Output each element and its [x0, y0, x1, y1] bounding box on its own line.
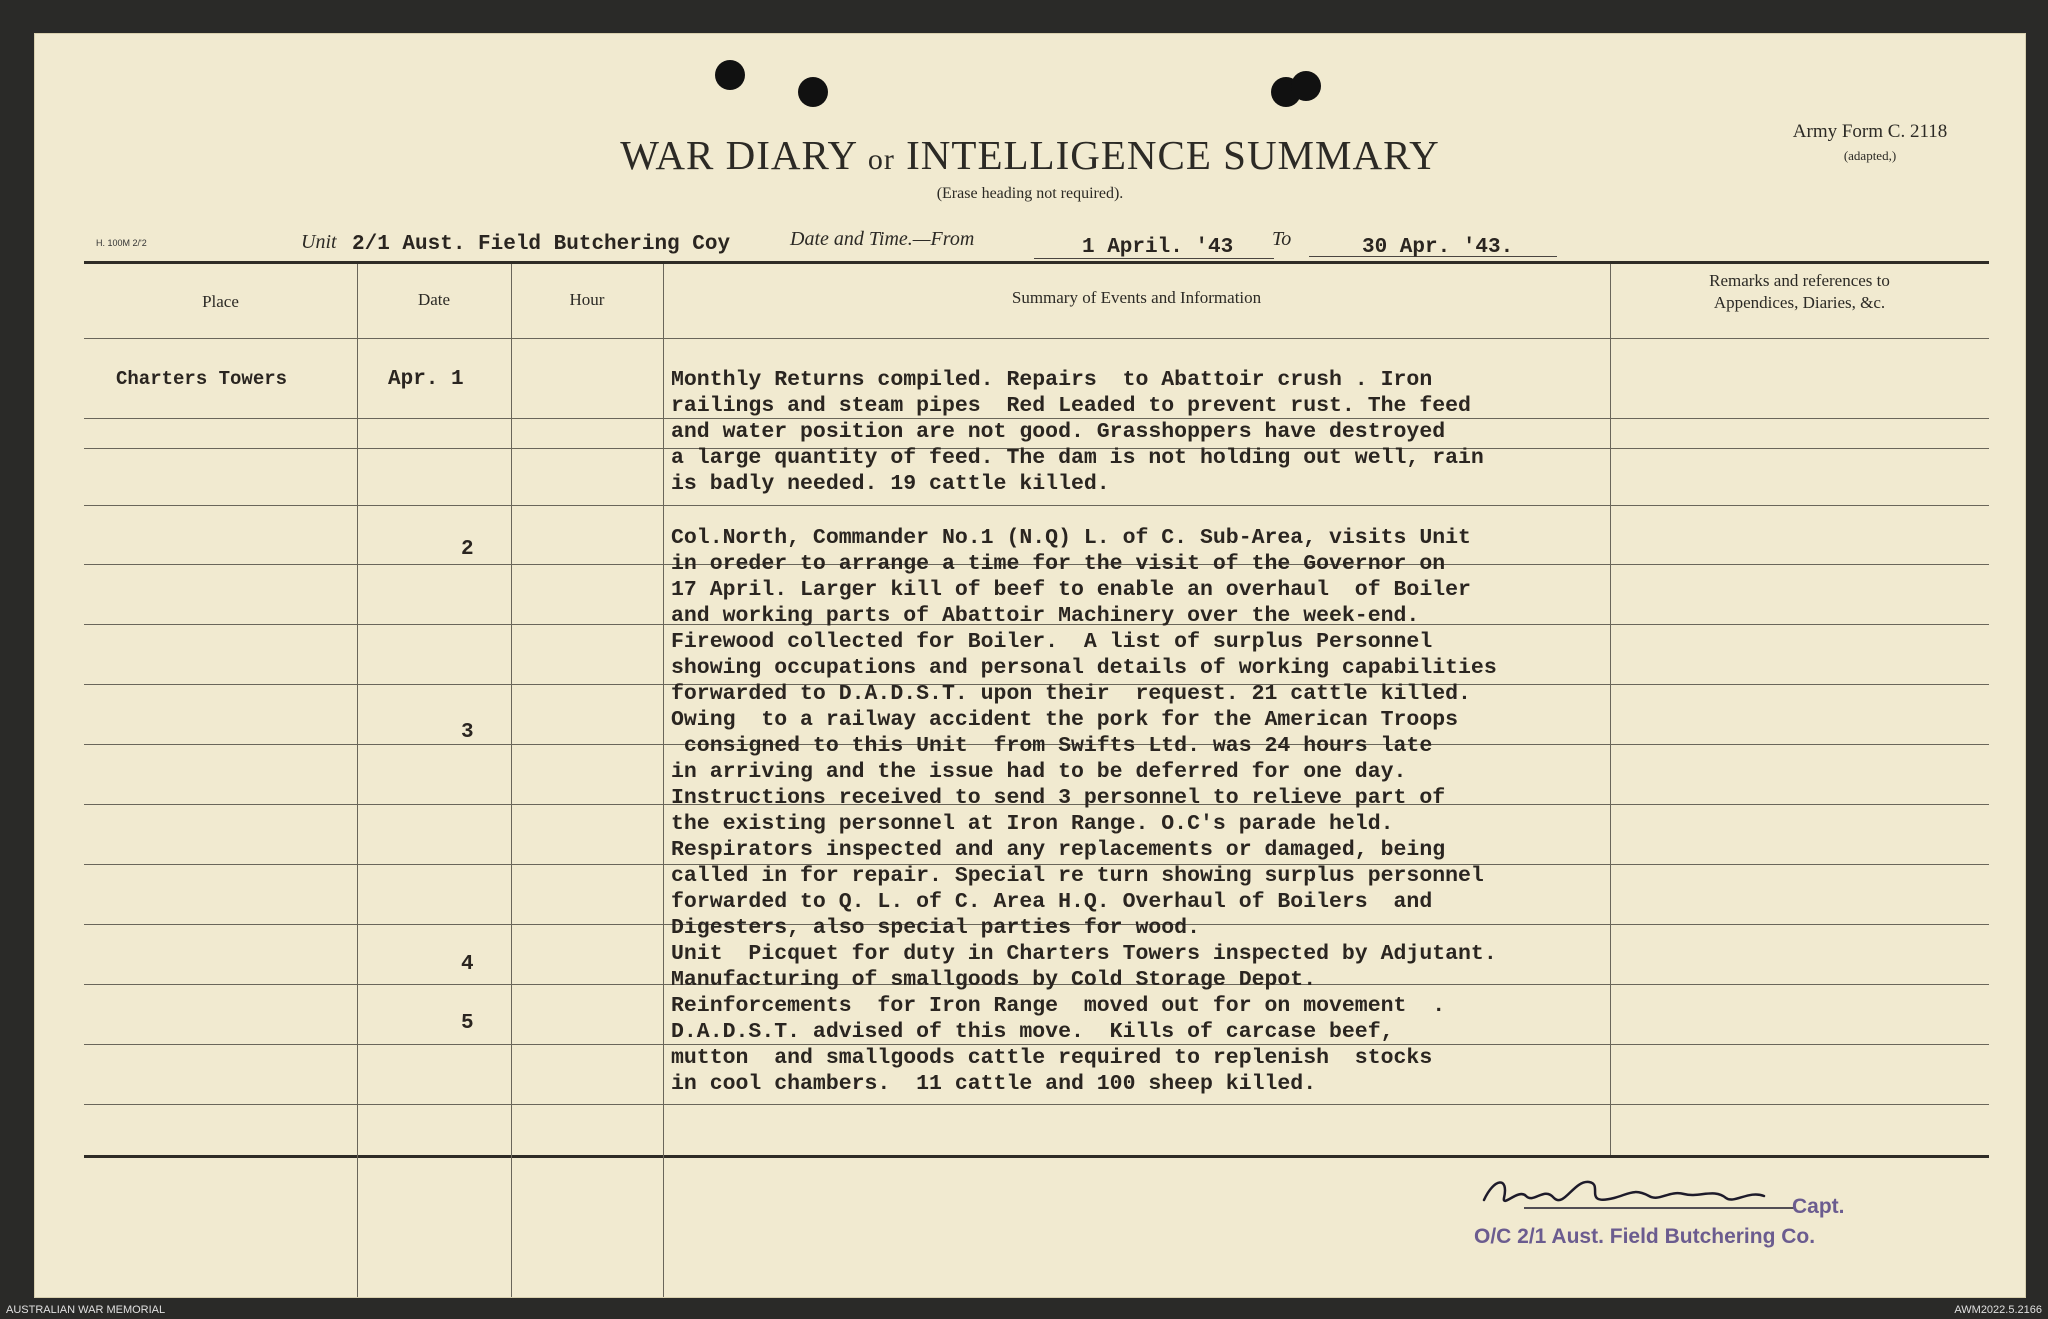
summary-line: consigned to this Unit from Swifts Ltd. was 24 hours late: [671, 734, 1433, 758]
to-label: To: [1272, 228, 1292, 250]
column-header-remarks: Remarks and references to Appendices, Diaries, &c.: [1709, 271, 1890, 312]
summary-line: Col.North, Commander No.1 (N.Q) L. of C. Sub-Area, visits Unit: [671, 526, 1471, 550]
date-entry: 3: [461, 721, 474, 744]
unit-label: Unit: [301, 231, 337, 253]
summary-line: Digesters, also special parties for wood.: [671, 916, 1200, 940]
date-entry: 4: [461, 953, 474, 976]
subtitle: (Erase heading not required).: [936, 185, 1124, 202]
summary-line: Reinforcements for Iron Range moved out for on movement .: [671, 994, 1446, 1018]
summary-line: showing occupations and personal details of working capabilities: [671, 656, 1497, 680]
datetime-label: Date and Time.—From: [790, 228, 975, 250]
document-title: WAR DIARY or INTELLIGENCE SUMMARY: [620, 132, 1440, 178]
summary-line: the existing personnel at Iron Range. O.C's parade held.: [671, 812, 1394, 836]
handwritten-signature: [1464, 1168, 1824, 1218]
summary-of-events: [671, 367, 1497, 1097]
summary-line: in oreder to arrange a time for the visit of the Governor on: [671, 552, 1446, 576]
date-entry: Apr. 1: [388, 368, 464, 391]
summary-line: Monthly Returns compiled. Repairs to Abattoir crush . Iron: [671, 368, 1433, 392]
summary-line: is badly needed. 19 cattle killed.: [671, 472, 1110, 496]
army-form-label: Army Form C. 2118 (adapted,): [1792, 121, 1948, 163]
date-entry: 5: [461, 1012, 474, 1035]
summary-line: in cool chambers. 11 cattle and 100 sheep killed.: [671, 1072, 1317, 1096]
summary-line: in arriving and the issue had to be deferred for one day.: [671, 760, 1407, 784]
unit-stamp: O/C 2/1 Aust. Field Butchering Co.: [1474, 1225, 1816, 1248]
summary-line: railings and steam pipes Red Leaded to prevent rust. The feed: [671, 394, 1471, 418]
summary-line: and water position are not good. Grasshoppers have destroyed: [671, 420, 1446, 444]
summary-line: Manufacturing of smallgoods by Cold Storage Depot.: [671, 968, 1317, 992]
summary-line: 17 April. Larger kill of beef to enable an overhaul of Boiler: [671, 578, 1471, 602]
column-header-date: Date: [417, 290, 451, 309]
summary-line: Respirators inspected and any replacements or damaged, being: [671, 838, 1446, 862]
footer-credit: AUSTRALIAN WAR MEMORIAL: [6, 1304, 166, 1316]
summary-line: called in for repair. Special re turn showing surplus personnel: [671, 864, 1484, 888]
unit-value: 2/1 Aust. Field Butchering Coy: [352, 233, 731, 256]
summary-line: [671, 497, 1497, 525]
summary-line: and working parts of Abattoir Machinery over the week-end.: [671, 604, 1420, 628]
date-entry: 2: [461, 538, 474, 561]
to-value: 30 Apr. '43.: [1362, 236, 1514, 259]
place-value: Charters Towers: [116, 368, 288, 390]
column-header-hour: Hour: [569, 290, 605, 309]
rank-stamp: Capt.: [1792, 1195, 1845, 1218]
summary-line: forwarded to Q. L. of C. Area H.Q. Overhaul of Boilers and: [671, 890, 1433, 914]
column-header-place: Place: [202, 292, 239, 311]
punch-hole: [798, 77, 828, 107]
table-top-rule: [84, 261, 1989, 264]
column-header-summary: Summary of Events and Information: [1011, 288, 1262, 307]
summary-line: Owing to a railway accident the pork for the American Troops: [671, 708, 1459, 732]
summary-line: forwarded to D.A.D.S.T. upon their request. 21 cattle killed.: [671, 682, 1471, 706]
table-bottom-rule: [84, 1155, 1989, 1158]
summary-line: D.A.D.S.T. advised of this move. Kills of carcase beef,: [671, 1020, 1394, 1044]
summary-line: a large quantity of feed. The dam is not holding out well, rain: [671, 446, 1484, 470]
diary-page: [34, 33, 2026, 1298]
footer-accession: AWM2022.5.2166: [1954, 1304, 2042, 1316]
form-code: H. 100M 2/'2: [96, 238, 147, 248]
punch-hole: [1291, 71, 1321, 101]
summary-line: mutton and smallgoods cattle required to replenish stocks: [671, 1046, 1433, 1070]
from-value: 1 April. '43: [1082, 236, 1234, 259]
punch-hole: [715, 60, 745, 90]
summary-line: Firewood collected for Boiler. A list of surplus Personnel: [671, 630, 1433, 654]
summary-line: Instructions received to send 3 personnel to relieve part of: [671, 786, 1446, 810]
summary-line: Unit Picquet for duty in Charters Towers inspected by Adjutant.: [671, 942, 1497, 966]
